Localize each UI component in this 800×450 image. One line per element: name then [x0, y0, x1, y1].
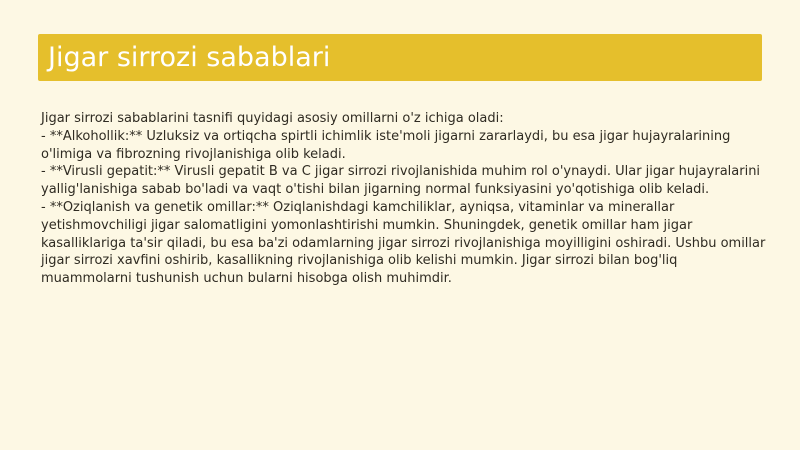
bullet-oziqlanish-genetik: - **Oziqlanish va genetik omillar:** Oziqlanishdagi kamchiliklar, ayniqsa, vitaminlar va minerallar yetishmovchiligi jigar salomatligini yomonlashtirishi mumkin. Shuningdek, genetik omillar ham jigar kasalliklariga ta'sir qiladi, bu esa ba'zi odamlarning jigar sirrozi rivojlanishiga moyilligini oshiradi. Ushbu omillar jigar sirrozi xavfini oshirib, kasallikning rivojlanishiga olib kelishi mumkin. Jigar sirrozi bilan bog'liq muammolarni tushunish uchun bularni hisobga olish muhimdir.	[41, 199, 766, 287]
bullet-alkohollik: - **Alkohollik:** Uzluksiz va ortiqcha spirtli ichimlik iste'moli jigarni zararlaydi, bu esa jigar hujayralarining o'limiga va fibrozning rivojlanishiga olib keladi.	[41, 128, 731, 162]
slide-title: Jigar sirrozi sabablari	[48, 42, 331, 73]
title-bar	[38, 34, 762, 81]
slide-body	[41, 110, 769, 288]
intro-paragraph: Jigar sirrozi sabablarini tasnifi quyidagi asosiy omillarni o'z ichiga oladi:	[41, 111, 504, 126]
bullet-virusli-gepatit: - **Virusli gepatit:** Virusli gepatit B va C jigar sirrozi rivojlanishida muhim rol o'ynaydi. Ular jigar hujayralarini yallig'lanishiga sabab bo'ladi va vaqt o'tishi bilan jigarning normal funksiyasini yo'qotishiga olib keladi.	[41, 164, 761, 198]
